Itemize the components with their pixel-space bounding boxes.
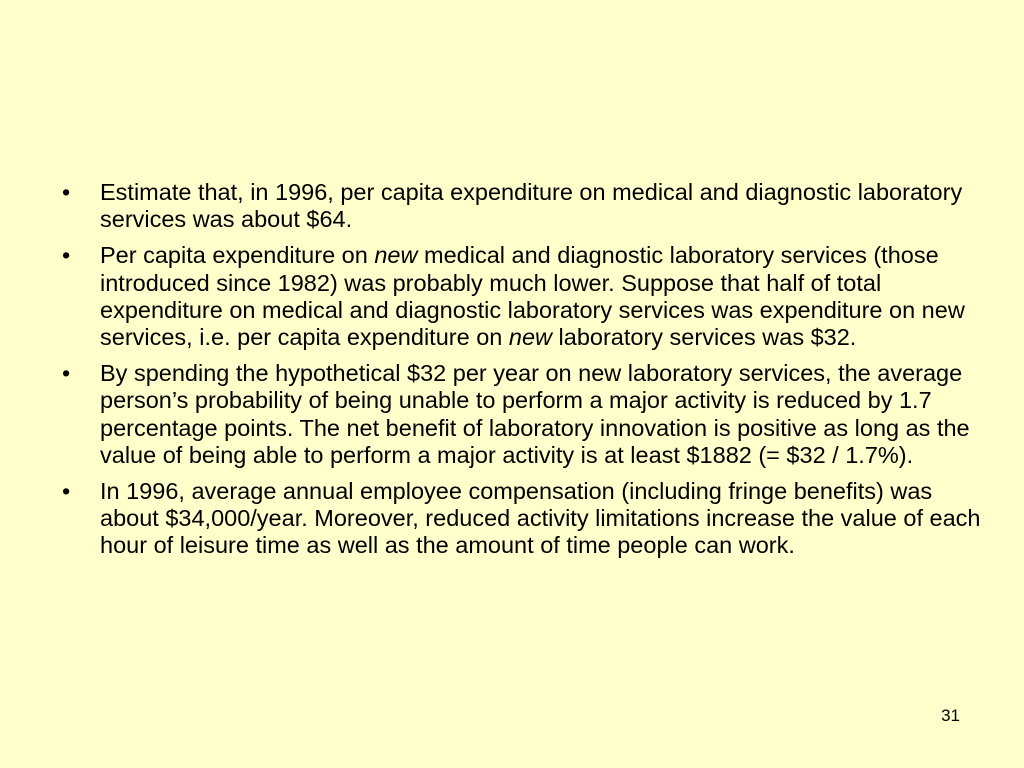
bullet-icon: • — [62, 179, 71, 205]
bullet-item-1 — [62, 179, 982, 233]
emphasis-new: new — [374, 242, 418, 269]
bullet-text: By spending the hypothetical $32 per year on new laboratory services, the average person’s probability of being unable to perform a major activity is reduced by 1.7 percentage points. The net benefit of laboratory innovation is positive as long as the value of being able to perform a major activity is at least $1882 (= $32 / 1.7%). — [100, 360, 970, 468]
bullet-text-part: Per capita expenditure on — [100, 242, 375, 269]
bullet-icon: • — [62, 242, 71, 269]
bullet-text: In 1996, average annual employee compensation (including fringe benefits) was about $34,000/year. Moreover, reduced activity limitations increase the value of each hour of leisure time as well as the amount of time people can work. — [100, 478, 981, 559]
bullet-text-part: laboratory services was $32. — [552, 324, 857, 351]
bullet-text: Estimate that, in 1996, per capita expenditure on medical and diagnostic laboratory services was about $64. — [100, 179, 963, 233]
bullet-icon: • — [62, 360, 71, 387]
bullet-item-4 — [62, 478, 982, 560]
bullet-list — [62, 179, 982, 569]
bullet-item-3 — [62, 360, 982, 469]
bullet-text-part: medical and diagnostic laboratory services (those introduced since 1982) was probably much lower. Suppose that half of total expenditure on medical and diagnostic laboratory services was expenditure on new services, i.e. per capita expenditure on — [100, 242, 965, 351]
page-number: 31 — [941, 706, 960, 725]
bullet-item-2 — [62, 242, 982, 351]
emphasis-new: new — [508, 324, 552, 351]
bullet-icon: • — [62, 478, 71, 505]
